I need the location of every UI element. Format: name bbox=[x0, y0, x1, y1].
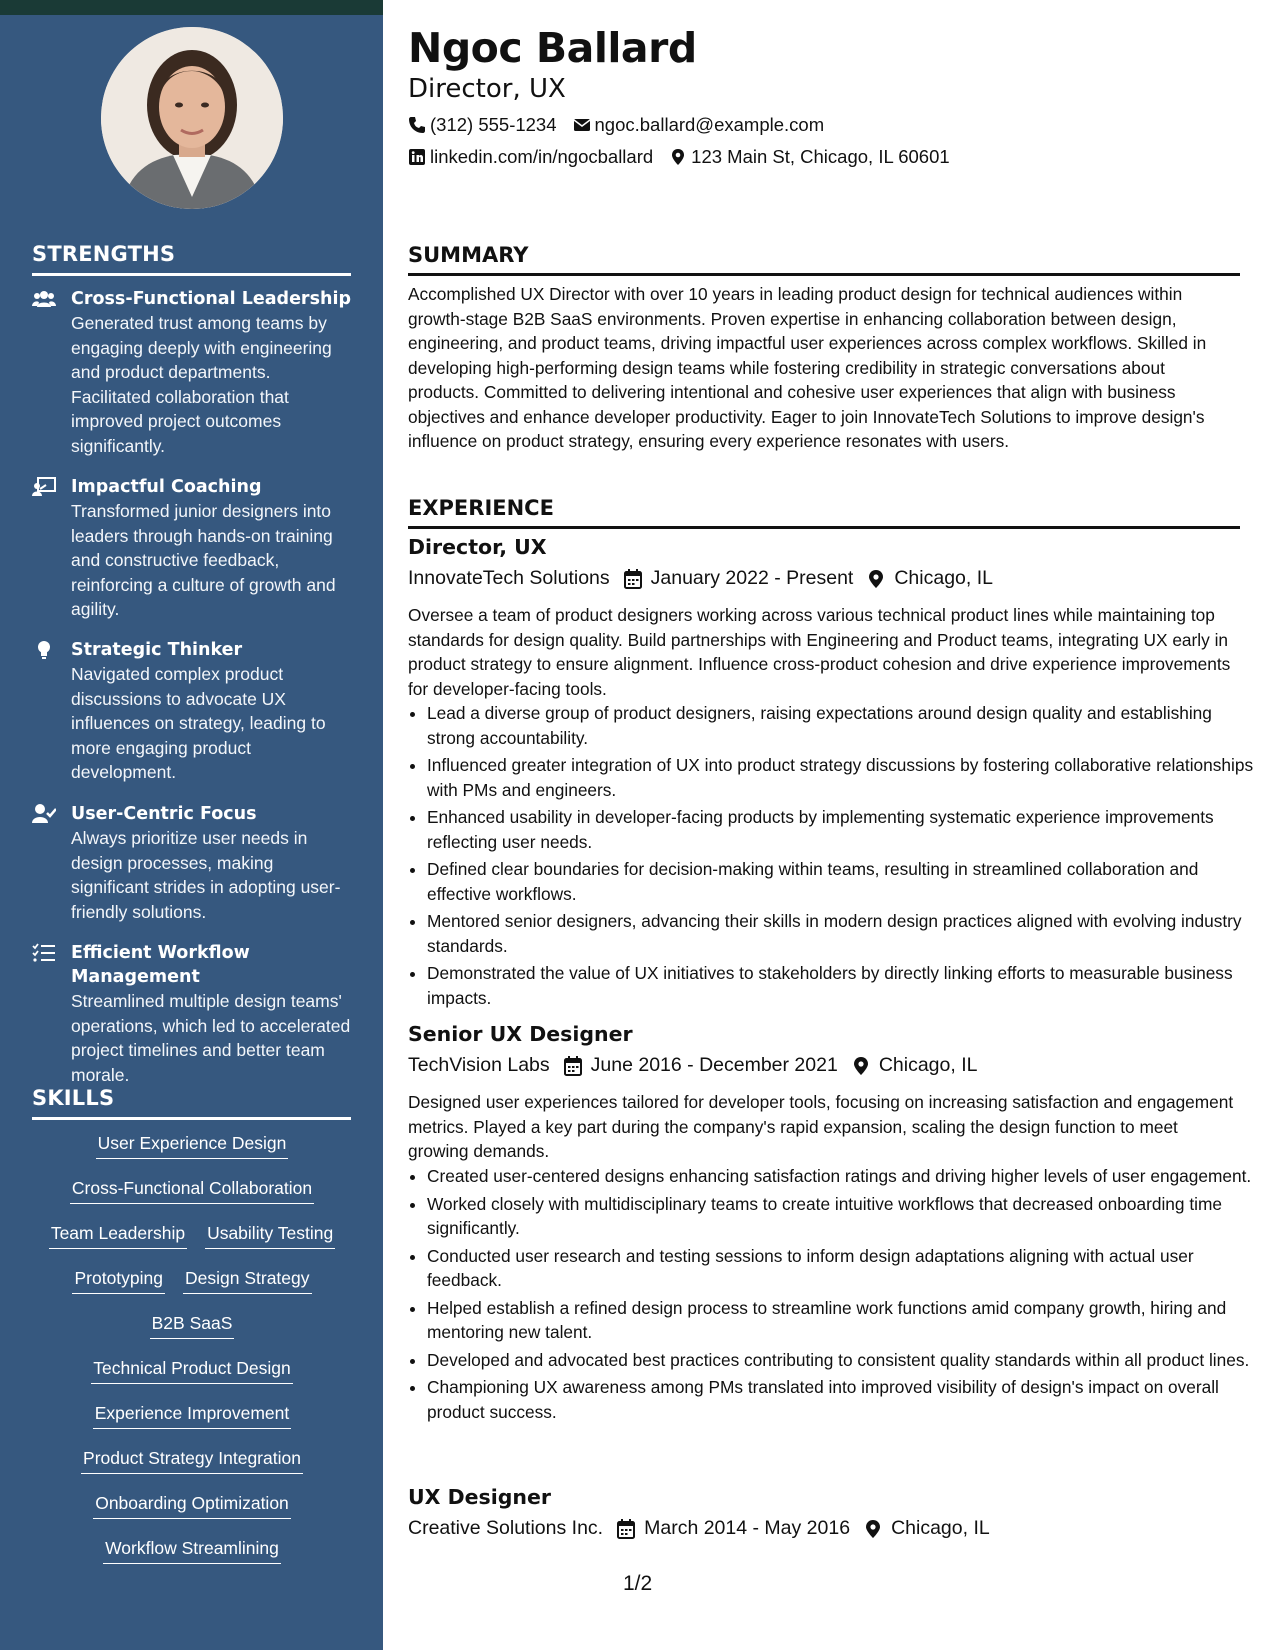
strength-description: Transformed junior designers into leaders through hands-on training and constructive feedback, reinforcing a culture of growth and agility. bbox=[71, 501, 336, 619]
job-bullet: • Worked closely with multidisciplinary teams to create intuitive workflows that decreased onboarding time significantly. bbox=[427, 1192, 1259, 1241]
job-dates: January 2022 - Present bbox=[650, 567, 854, 589]
skills-heading: SKILLS bbox=[32, 1086, 351, 1120]
users-icon bbox=[32, 289, 56, 309]
phone-item bbox=[408, 114, 557, 136]
calendar-icon bbox=[564, 1056, 582, 1076]
email-item[interactable] bbox=[573, 114, 825, 136]
strength-title: Efficient Workflow Management bbox=[71, 943, 250, 987]
skill-tag: Cross-Functional Collaboration bbox=[70, 1175, 314, 1204]
map-pin-icon bbox=[864, 1519, 882, 1539]
address-item bbox=[669, 146, 950, 168]
map-pin-icon bbox=[867, 569, 885, 589]
skill-tag: User Experience Design bbox=[96, 1130, 289, 1159]
sidebar-top-bar bbox=[0, 0, 383, 15]
job-title: Senior UX Designer bbox=[408, 1022, 633, 1046]
skill-tag: Usability Testing bbox=[205, 1220, 335, 1249]
strength-description: Always prioritize user needs in design processes, making significant strides in adopting user-friendly solutions. bbox=[71, 828, 341, 922]
skills-list bbox=[32, 1130, 352, 1580]
skill-tag: Product Strategy Integration bbox=[81, 1445, 303, 1474]
job-description: Oversee a team of product designers working across various technical product lines while maintaining top standards for design quality. Build partnerships with Engineering and Product teams, integrating UX early in product strategy to ensure alignment. Influence cross-product cohesion and drive experience improvements for developer-facing tools. bbox=[408, 605, 1231, 699]
calendar-icon bbox=[624, 569, 642, 589]
job-company: Creative Solutions Inc. bbox=[408, 1517, 604, 1539]
skill-row bbox=[32, 1535, 352, 1580]
user-check-icon bbox=[32, 804, 56, 824]
linkedin-item[interactable] bbox=[408, 146, 653, 168]
experience-heading: EXPERIENCE bbox=[408, 496, 1240, 529]
skill-tag: Team Leadership bbox=[49, 1220, 187, 1249]
strength-item bbox=[32, 287, 352, 458]
job-bullet: • Mentored senior designers, advancing their skills in modern design practices aligned with evolving industry standards. bbox=[427, 909, 1259, 958]
skill-row bbox=[32, 1220, 352, 1265]
skill-row bbox=[32, 1310, 352, 1355]
strength-item bbox=[32, 941, 352, 1087]
email-text[interactable]: ngoc.ballard@example.com bbox=[594, 114, 825, 135]
job-company: InnovateTech Solutions bbox=[408, 567, 610, 589]
strength-description: Streamlined multiple design teams' operations, which led to accelerated project timelines and better team morale. bbox=[71, 991, 351, 1085]
strengths-heading: STRENGTHS bbox=[32, 242, 351, 276]
avatar bbox=[101, 27, 283, 209]
lightbulb-icon bbox=[32, 640, 56, 660]
skill-tag: Technical Product Design bbox=[91, 1355, 292, 1384]
skill-row bbox=[32, 1265, 352, 1310]
job-title: Director, UX bbox=[408, 535, 547, 559]
job-bullet: • Championing UX awareness among PMs translated into improved visibility of design's impact on overall product success. bbox=[427, 1375, 1259, 1424]
strength-item bbox=[32, 802, 352, 924]
envelope-icon bbox=[573, 116, 591, 134]
skill-row bbox=[32, 1355, 352, 1400]
page-number: 1/2 bbox=[623, 1572, 653, 1595]
job-bullet: • Developed and advocated best practices contributing to consistent quality standards within all product lines. bbox=[427, 1348, 1259, 1373]
skill-row bbox=[32, 1175, 352, 1220]
job-bullet: • Conducted user research and testing sessions to inform design adaptations aligning with actual user feedback. bbox=[427, 1244, 1259, 1293]
job-bullets bbox=[408, 701, 1259, 1013]
skill-row bbox=[32, 1400, 352, 1445]
strength-title: Cross-Functional Leadership bbox=[71, 289, 351, 309]
skill-tag: Prototyping bbox=[72, 1265, 165, 1294]
skill-tag: Onboarding Optimization bbox=[93, 1490, 291, 1519]
job-bullet: • Influenced greater integration of UX into product strategy discussions by fostering collaborative relationships with PMs and engineers. bbox=[427, 753, 1259, 802]
strength-description: Navigated complex product discussions to advocate UX influences on strategy, leading to more engaging product development. bbox=[71, 664, 326, 782]
job-bullet: • Enhanced usability in developer-facing products by implementing systematic experience improvements reflecting user needs. bbox=[427, 805, 1259, 854]
strength-title: Impactful Coaching bbox=[71, 477, 262, 497]
job-location: Chicago, IL bbox=[894, 567, 993, 589]
skill-tag: Design Strategy bbox=[183, 1265, 312, 1294]
skill-row bbox=[32, 1130, 352, 1175]
strength-item bbox=[32, 475, 352, 622]
presentation-icon bbox=[32, 477, 56, 497]
skill-tag: Workflow Streamlining bbox=[103, 1535, 281, 1564]
strength-title: User-Centric Focus bbox=[71, 804, 257, 824]
job-dates: June 2016 - December 2021 bbox=[590, 1054, 838, 1076]
contact-row bbox=[408, 114, 840, 136]
job-bullet: • Created user-centered designs enhancing satisfaction ratings and driving higher levels of user engagement. bbox=[427, 1164, 1259, 1189]
job-location: Chicago, IL bbox=[878, 1054, 978, 1076]
job-title: UX Designer bbox=[408, 1485, 552, 1509]
map-pin-icon bbox=[669, 148, 687, 166]
summary-heading: SUMMARY bbox=[408, 243, 1240, 276]
phone-text: (312) 555-1234 bbox=[430, 114, 557, 135]
skill-tag: Experience Improvement bbox=[93, 1400, 292, 1429]
skill-tag: B2B SaaS bbox=[150, 1310, 235, 1339]
job-meta bbox=[408, 1054, 977, 1077]
skill-row bbox=[32, 1490, 352, 1535]
contact-row bbox=[408, 146, 966, 168]
job-location: Chicago, IL bbox=[891, 1517, 990, 1539]
job-bullet: • Lead a diverse group of product designers, raising expectations around design quality and establishing strong accountability. bbox=[427, 701, 1259, 750]
job-meta bbox=[408, 567, 993, 590]
skill-row bbox=[32, 1445, 352, 1490]
main-content bbox=[408, 0, 1254, 1650]
job-description: Designed user experiences tailored for developer tools, focusing on increasing satisfaction and engagement metrics. Played a key part during the company's rapid expansion, scaling the design function to meet growing demands. bbox=[408, 1092, 1234, 1161]
job-dates: March 2014 - May 2016 bbox=[644, 1517, 851, 1539]
job-bullets bbox=[408, 1164, 1259, 1427]
job-bullet: • Demonstrated the value of UX initiatives to stakeholders by directly linking efforts to measurable business impacts. bbox=[427, 961, 1259, 1010]
candidate-title: Director, UX bbox=[408, 74, 566, 104]
candidate-name: Ngoc Ballard bbox=[408, 24, 697, 72]
strength-description: Generated trust among teams by engaging deeply with engineering and product departments. Facilitated collaboration that improved project outcomes significantly. bbox=[71, 313, 332, 456]
linkedin-icon bbox=[408, 148, 426, 166]
map-pin-icon bbox=[852, 1056, 870, 1076]
linkedin-text[interactable]: linkedin.com/in/ngocballard bbox=[430, 146, 654, 167]
job-company: TechVision Labs bbox=[408, 1054, 550, 1076]
strength-title: Strategic Thinker bbox=[71, 640, 243, 660]
strength-item bbox=[32, 638, 352, 785]
address-text: 123 Main St, Chicago, IL 60601 bbox=[691, 146, 950, 167]
sidebar bbox=[0, 0, 383, 1650]
phone-icon bbox=[408, 116, 426, 134]
list-check-icon bbox=[32, 943, 56, 963]
calendar-icon bbox=[617, 1519, 635, 1539]
job-bullet: • Helped establish a refined design process to streamline work functions amid company growth, hiring and mentoring new talent. bbox=[427, 1296, 1259, 1345]
job-bullet: • Defined clear boundaries for decision-making within teams, resulting in streamlined collaboration and effective workflows. bbox=[427, 857, 1259, 906]
job-meta bbox=[408, 1517, 990, 1540]
summary-text: Accomplished UX Director with over 10 years in leading product design for technical audiences within growth-stage B2B SaaS environments. Proven expertise in enhancing collaboration between design, engineering, and product teams, driving impactful user experiences across complex workflows. Skilled in developing high-performing design teams while fostering credibility in strategic conversations about products. Committed to delivering intentional and cohesive user experiences that align with business objectives and enhance developer productivity. Eager to join InnovateTech Solutions to improve design's influence on product strategy, ensuring every experience resonates with users. bbox=[408, 284, 1207, 451]
